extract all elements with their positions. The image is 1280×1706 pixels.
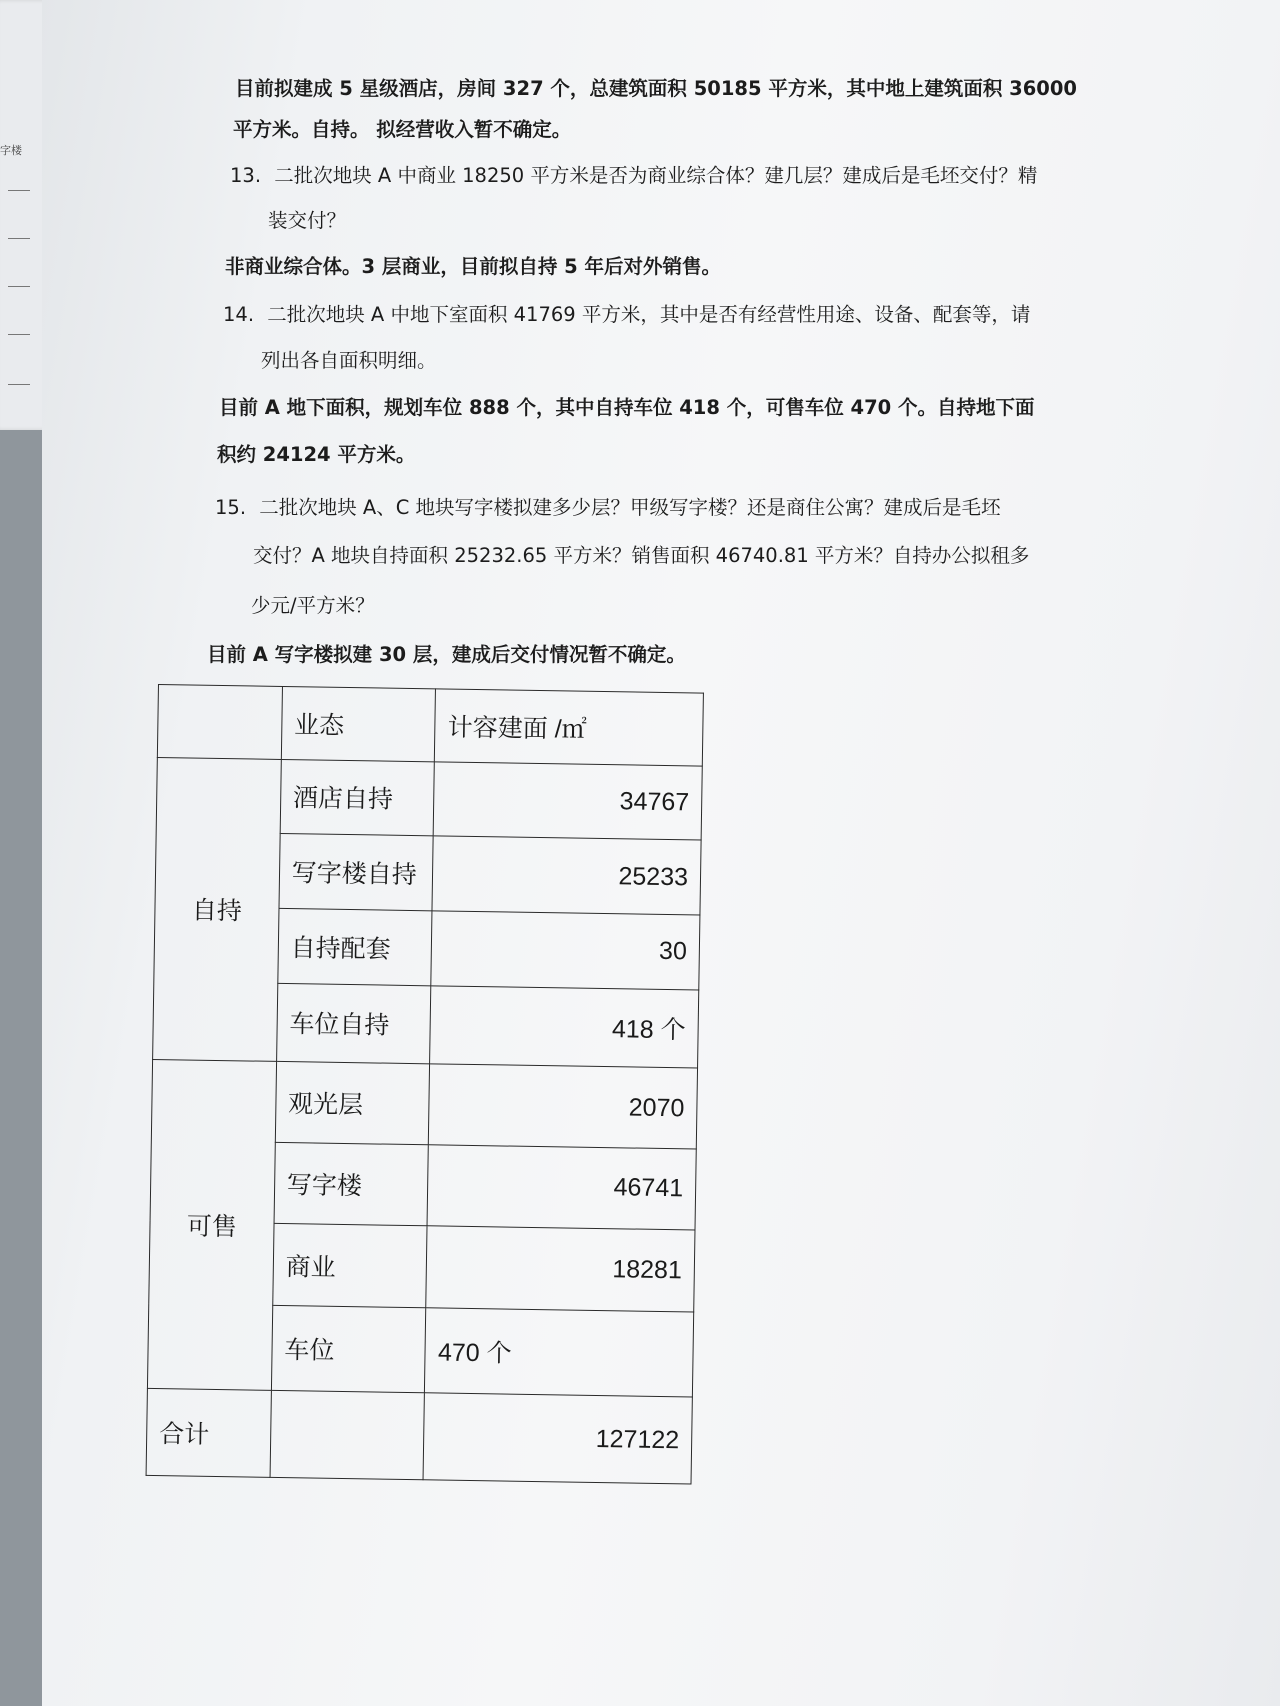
back-sheet-rule xyxy=(8,334,30,335)
question-15-line-2: 交付？A 地块自持面积 25232.65 平方米？销售面积 46740.81 平方米？自持办公拟租多 xyxy=(253,544,1030,567)
question-13-number: 13. xyxy=(230,164,262,187)
row-value-cell: 30 xyxy=(431,911,700,990)
question-14-number: 14. xyxy=(223,303,255,326)
question-13-line-1 xyxy=(230,163,1037,189)
header-type-cell: 业态 xyxy=(281,686,436,761)
table-row xyxy=(156,757,702,840)
back-sheet-label: 字楼 xyxy=(0,144,22,157)
answer-14-line-1: 目前 A 地下面积，规划车位 888 个，其中自持车位 418 个，可售车位 470 个。自持地下面 xyxy=(219,396,1035,419)
question-15-line-3: 少元/平方米？ xyxy=(251,594,375,617)
table-header-row xyxy=(157,685,703,766)
answer-12-line-2: 平方米。自持。 拟经营收入暂不确定。 xyxy=(233,118,572,141)
row-value-cell: 18281 xyxy=(426,1226,695,1313)
row-type-cell: 车位自持 xyxy=(276,983,431,1064)
back-sheet-rule xyxy=(8,384,30,385)
row-value-cell: 418 个 xyxy=(430,985,699,1068)
row-type-cell: 观光层 xyxy=(275,1062,430,1145)
header-blank-cell xyxy=(157,685,282,760)
row-value-cell: 2070 xyxy=(429,1064,698,1149)
row-type-cell: 写字楼自持 xyxy=(279,834,434,911)
back-sheet-rule xyxy=(8,238,30,239)
row-type-cell: 车位 xyxy=(271,1306,426,1393)
group-self-held-label: 自持 xyxy=(153,757,282,1062)
table-total-row xyxy=(146,1389,692,1484)
question-14-text: 二批次地块 A 中地下室面积 41769 平方米，其中是否有经营性用途、设备、配套等，请 xyxy=(267,303,1031,326)
question-13-line-2: 装交付？ xyxy=(268,209,347,232)
row-value-cell: 46741 xyxy=(427,1145,696,1230)
answer-15: 目前 A 写字楼拟建 30 层，建成后交付情况暂不确定。 xyxy=(207,643,686,666)
group-for-sale-label: 可售 xyxy=(147,1060,276,1391)
table-row xyxy=(151,1060,697,1149)
question-14-line-1 xyxy=(223,302,1030,328)
question-15-number: 15. xyxy=(215,496,247,519)
row-type-cell: 自持配套 xyxy=(278,908,433,985)
total-value-cell: 127122 xyxy=(423,1393,692,1484)
question-14-line-2: 列出各自面积明细。 xyxy=(261,349,437,372)
header-area-cell: 计容建面 /㎡ xyxy=(435,689,704,766)
back-sheet-rule xyxy=(8,190,30,191)
answer-12-line-1: 目前拟建成 5 星级酒店，房间 327 个，总建筑面积 50185 平方米，其中地上建筑面积 36000 xyxy=(235,77,1077,100)
question-15-text: 二批次地块 A、C 地块写字楼拟建多少层？甲级写字楼？还是商住公寓？建成后是毛坯 xyxy=(259,496,1001,519)
total-type-cell xyxy=(270,1391,425,1480)
row-type-cell: 写字楼 xyxy=(274,1142,429,1225)
question-15-line-1 xyxy=(215,495,1001,521)
back-sheet-rule xyxy=(8,286,30,287)
answer-14-line-2: 积约 24124 平方米。 xyxy=(217,443,416,466)
area-summary-table xyxy=(146,684,704,1484)
row-type-cell: 商业 xyxy=(273,1223,428,1308)
row-value-cell: 25233 xyxy=(432,836,701,915)
row-value-cell: 34767 xyxy=(434,761,703,840)
row-type-cell: 酒店自持 xyxy=(280,759,435,836)
total-label-cell: 合计 xyxy=(146,1389,271,1478)
row-value-cell: 470 个 xyxy=(425,1308,694,1397)
question-13-text: 二批次地块 A 中商业 18250 平方米是否为商业综合体？建几层？建成后是毛坯交付？精 xyxy=(274,164,1038,187)
answer-13: 非商业综合体。3 层商业，目前拟自持 5 年后对外销售。 xyxy=(225,255,722,278)
